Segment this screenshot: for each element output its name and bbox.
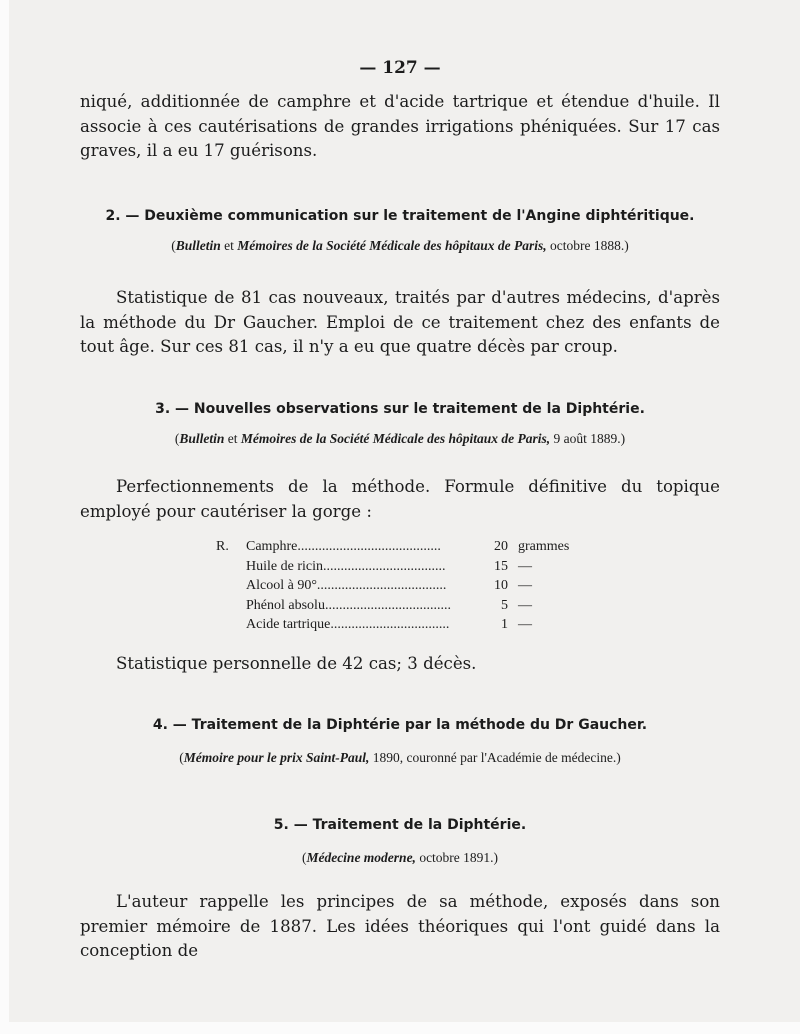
section-3-body: Perfectionnements de la méthode. Formule définitive du topique employé pour cautériser la gorge : xyxy=(80,477,720,521)
citation-title: Mémoire pour le prix Saint-Paul, xyxy=(183,750,370,765)
recipe-prefix: R. xyxy=(216,539,229,554)
recipe-row: Alcool à 90°..................................... 10 — xyxy=(246,578,532,593)
section-5-citation: (Médecine moderne, octobre 1891.) xyxy=(301,850,499,865)
recipe-formula xyxy=(216,537,608,635)
citation-title: Mémoires de la Société Médicale des hôpitaux de Paris, xyxy=(237,238,547,253)
scan-margin-bottom xyxy=(0,1022,800,1034)
section-4-citation: (Mémoire pour le prix Saint-Paul, 1890, couronné par l'Académie de médecine.) xyxy=(179,750,621,765)
citation-source: Bulletin xyxy=(179,431,225,446)
recipe-row: R. Camphre......................................... 20 grammes xyxy=(216,537,608,557)
section-3-citation: (Bulletin et Mémoires de la Société Médicale des hôpitaux de Paris, 9 août 1889.) xyxy=(174,431,626,446)
citation-title: Mémoires de la Société Médicale des hôpitaux de Paris, xyxy=(240,431,551,446)
section-4-heading: 4. — Traitement de la Diphtérie par la méthode du Dr Gaucher. xyxy=(152,717,648,733)
citation-title: Médecine moderne, xyxy=(306,850,416,865)
section-5-heading: 5. — Traitement de la Diphtérie. xyxy=(273,817,527,833)
section-2-heading: 2. — Deuxième communication sur le traitement de l'Angine diphtéritique. xyxy=(105,208,695,224)
section-2-citation: (Bulletin et Mémoires de la Société Médicale des hôpitaux de Paris, octobre 1888.) xyxy=(171,238,629,253)
section-5-body: L'auteur rappelle les principes de sa méthode, exposés dans son premier mémoire de 1887. Les idées théoriques qui l'ont guidé dans la conception de xyxy=(80,892,720,960)
citation-source: Bulletin xyxy=(175,238,221,253)
section-2-body: Statistique de 81 cas nouveaux, traités par d'autres médecins, d'après la méthode du Dr Gaucher. Emploi de ce traitement chez des enfants de tout âge. Sur ces 81 cas, il n'y a eu que quatre décès par croup. xyxy=(80,288,720,356)
recipe-row: Huile de ricin................................... 15 — xyxy=(246,558,532,574)
section-3-statistics: Statistique personnelle de 42 cas; 3 décès. xyxy=(116,654,477,673)
recipe-row: Acide tartrique.................................. 1 — xyxy=(246,617,532,632)
recipe-row: Phénol absolu.................................... 5 — xyxy=(246,597,532,613)
intro-paragraph: niqué, additionnée de camphre et d'acide tartrique et étendue d'huile. Il associe à ces cautérisations de grandes irrigations phéniquées. Sur 17 cas graves, il a eu 17 guérisons. xyxy=(80,92,720,160)
page-number: — 127 — xyxy=(359,58,441,78)
scan-margin-left xyxy=(0,0,9,1034)
section-3-heading: 3. — Nouvelles observations sur le traitement de la Diphtérie. xyxy=(155,401,645,417)
